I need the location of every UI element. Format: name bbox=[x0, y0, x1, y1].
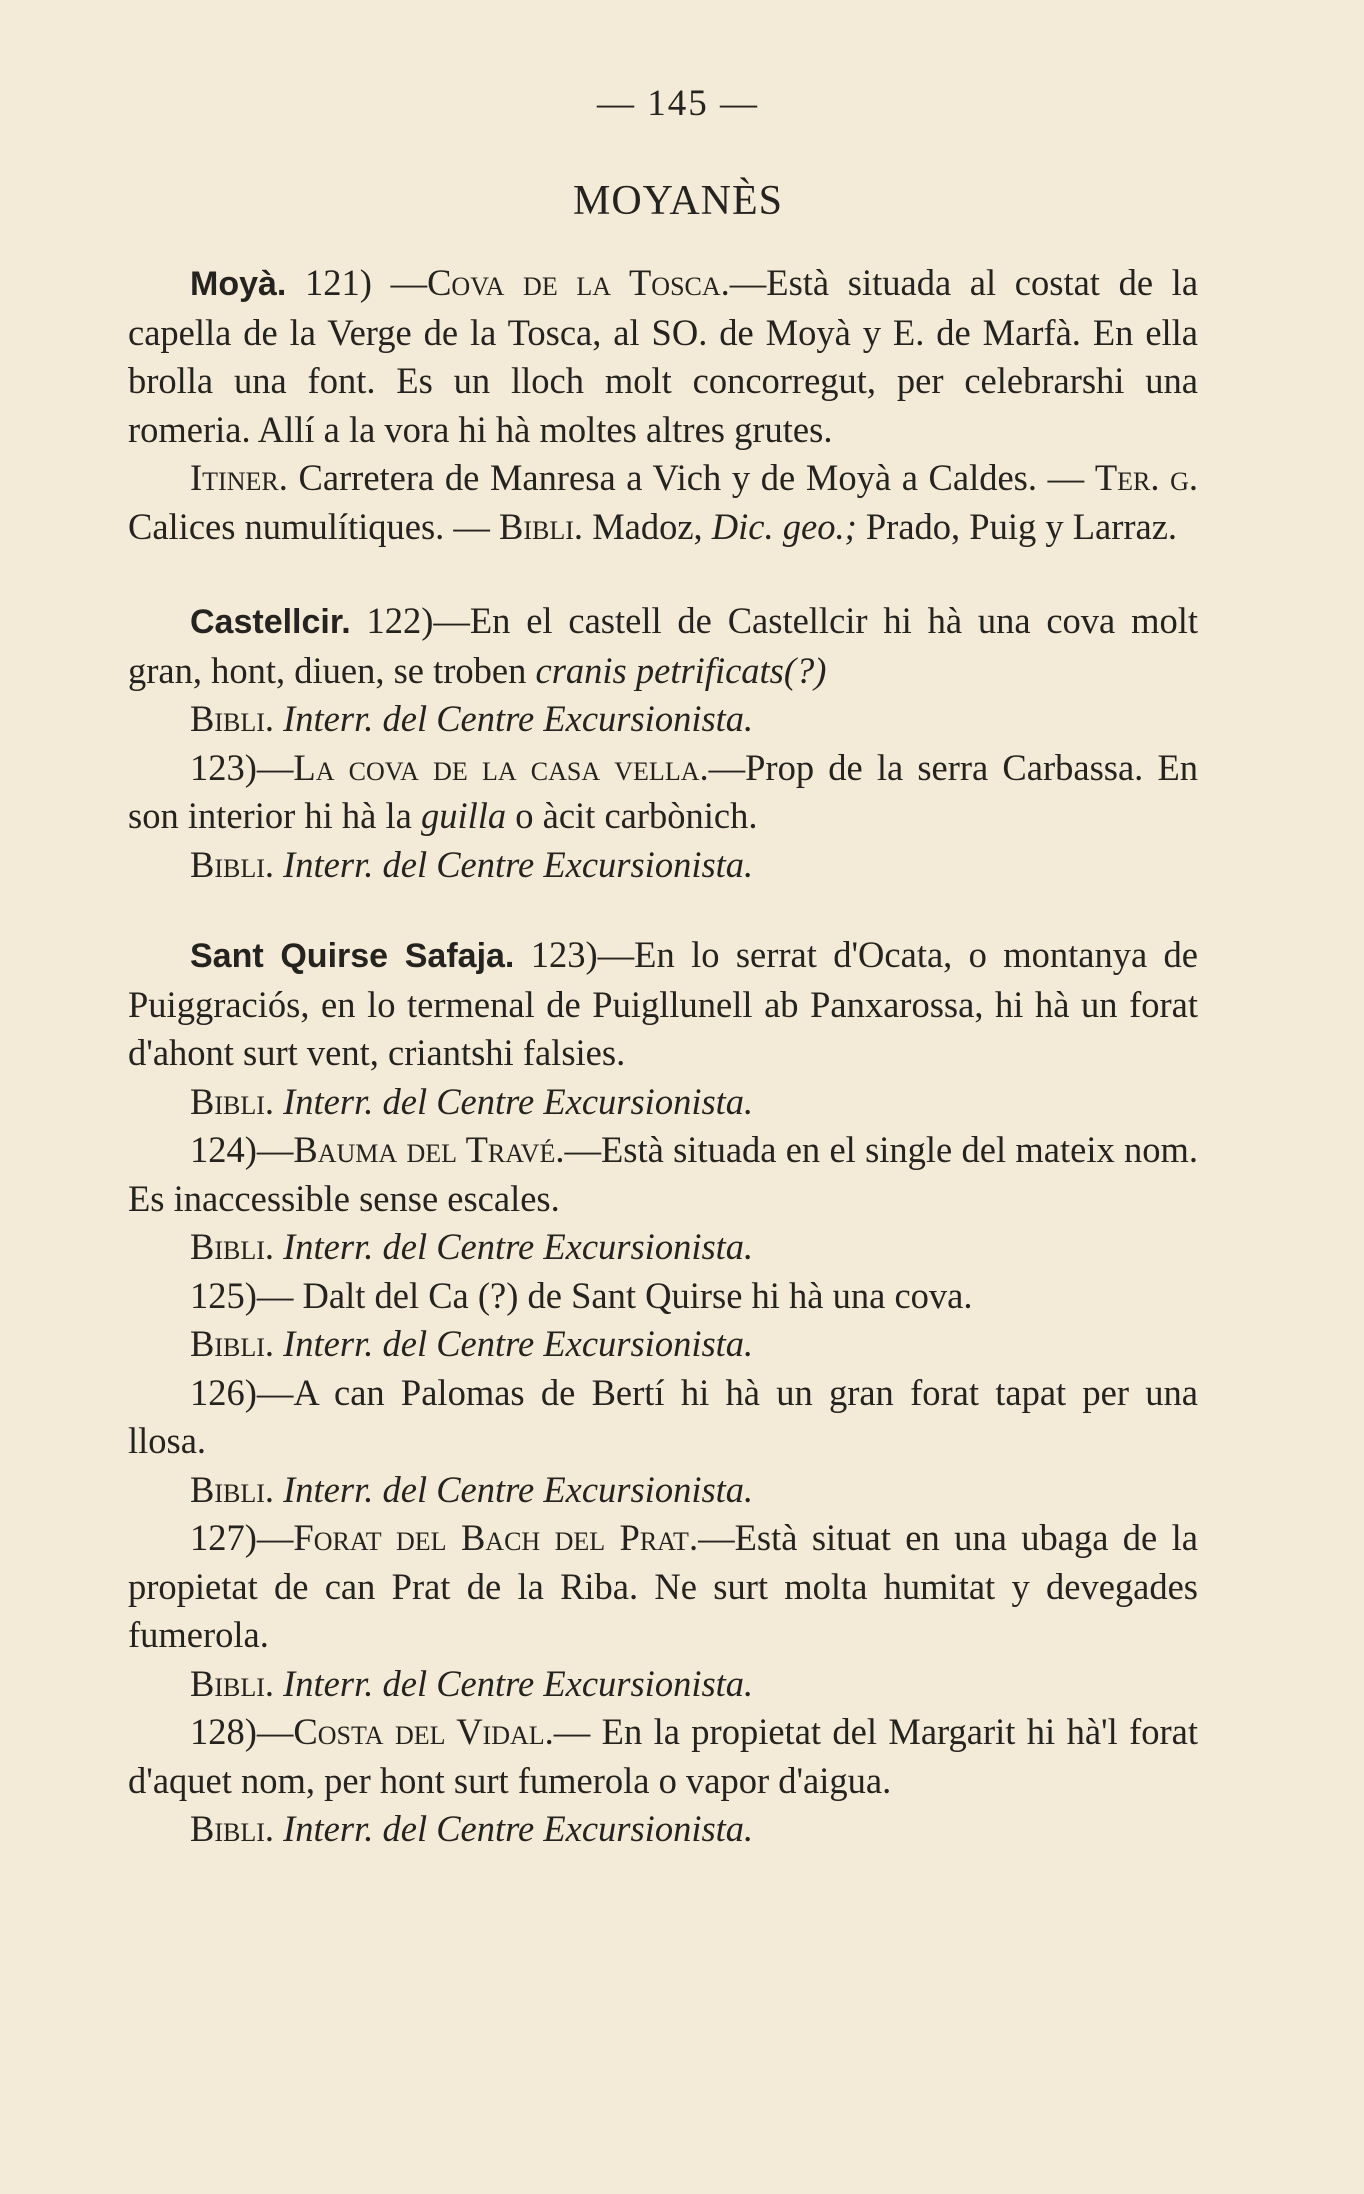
locality-name: Sant Quirse Safaja. bbox=[190, 937, 515, 975]
em-dash: — bbox=[597, 934, 635, 975]
item-number: 128) bbox=[190, 1711, 257, 1752]
em-dash: — bbox=[256, 1274, 294, 1316]
em-dash: — bbox=[256, 1129, 294, 1170]
bibliography-source: Interr. del Centre Excursionista. bbox=[283, 1808, 754, 1849]
paragraph-123 bbox=[128, 744, 1198, 841]
paragraph-121 bbox=[128, 259, 1198, 454]
item-title: Forat del Bach del Prat. bbox=[293, 1517, 699, 1558]
item-text: Està situat en una ubaga de la propietat de can Prat de la Riba. Ne surt molta humitat y devegades fumerola. bbox=[128, 1517, 1198, 1655]
bibliography-line bbox=[128, 1078, 1198, 1127]
em-dash: — bbox=[256, 1517, 294, 1558]
bibliography-text: Prado, Puig y Larraz. bbox=[865, 505, 1178, 547]
item-number: 124) bbox=[190, 1129, 257, 1170]
em-dash: — bbox=[256, 1371, 294, 1413]
paragraph-127 bbox=[128, 1514, 1198, 1660]
paragraph-123-sant-quirse bbox=[128, 931, 1198, 1078]
paragraph-122 bbox=[128, 597, 1198, 695]
bibliography-label: Bibli. bbox=[190, 1808, 275, 1849]
bibliography-label: Bibli. bbox=[190, 843, 275, 885]
bibliography-source: Interr. del Centre Excursionista. bbox=[283, 1226, 754, 1267]
bibliography-line bbox=[128, 1660, 1198, 1709]
locality-name: Castellcir. bbox=[190, 603, 351, 641]
paragraph-126 bbox=[128, 1369, 1198, 1466]
terrain-text: Calices numulítiques. bbox=[128, 505, 445, 547]
bibliography-text: Madoz, bbox=[592, 505, 703, 547]
bibliography-label: Bibli. bbox=[190, 1662, 275, 1704]
item-text: A can Palomas de Bertí hi hà un gran forat tapat per una llosa. bbox=[128, 1371, 1198, 1461]
bibliography-source: Interr. del Centre Excursionista. bbox=[283, 698, 754, 739]
em-dash: — bbox=[453, 505, 490, 547]
em-dash: — bbox=[708, 746, 746, 788]
bibliography-line bbox=[128, 1223, 1198, 1272]
bibliography-line bbox=[128, 695, 1198, 744]
bibliography-source: Interr. del Centre Excursionista. bbox=[283, 1662, 754, 1704]
paragraph-128 bbox=[128, 1708, 1198, 1805]
section-gap bbox=[128, 889, 1198, 931]
item-text: En el castell de Castellcir hi hà una cova molt gran, hont, diuen, se troben bbox=[128, 600, 1198, 691]
bibliography-label: Bibli. bbox=[190, 698, 275, 739]
item-number: 122) bbox=[366, 600, 434, 641]
section-title: MOYANÈS bbox=[572, 178, 784, 224]
item-italic: guilla bbox=[420, 795, 507, 836]
bibliography-label: Bibli. bbox=[499, 505, 584, 547]
bibliography-source: Interr. del Centre Excursionista. bbox=[283, 1323, 754, 1364]
bibliography-source: Interr. del Centre Excursionista. bbox=[283, 1080, 754, 1122]
item-text: Està situada en el single del mateix nom. Es inaccessible sense escales. bbox=[128, 1129, 1198, 1219]
itinerary-paragraph bbox=[128, 454, 1198, 551]
paragraph-124 bbox=[128, 1126, 1198, 1223]
bibliography-line bbox=[128, 1805, 1198, 1854]
terrain-label: Ter. g. bbox=[1094, 457, 1199, 498]
entry-moya bbox=[128, 259, 1198, 551]
bibliography-italic: Dic. geo.; bbox=[711, 505, 857, 547]
em-dash: — bbox=[256, 1711, 294, 1752]
bibliography-label: Bibli. bbox=[190, 1323, 275, 1364]
itinerary-label: Itiner. bbox=[190, 457, 288, 498]
locality-name: Moyà. bbox=[190, 265, 287, 303]
item-number: 127) bbox=[190, 1517, 257, 1558]
bibliography-line bbox=[128, 841, 1198, 890]
item-text: Està situada al costat de la capella de la Verge de la Tosca, al SO. de Moyà y E. de Marfà. En ella brolla una font. Es un lloch molt concorregut, per celebrarshi una romeria. Allí a la vora hi hà moltes altres grutes. bbox=[128, 262, 1199, 450]
page-number: — 145 — bbox=[597, 83, 759, 124]
em-dash: — bbox=[256, 746, 294, 788]
item-number: 126) bbox=[190, 1371, 257, 1413]
entry-castellcir bbox=[128, 597, 1198, 889]
item-text: Dalt del Ca (?) de Sant Quirse hi hà una cova. bbox=[302, 1274, 973, 1316]
em-dash: — bbox=[564, 1129, 601, 1170]
em-dash: — bbox=[433, 600, 470, 641]
em-dash: — bbox=[1047, 457, 1085, 498]
bibliography-line bbox=[128, 1320, 1198, 1369]
bibliography-source: Interr. del Centre Excursionista. bbox=[283, 843, 754, 885]
bibliography-label: Bibli. bbox=[190, 1468, 275, 1510]
item-text: o àcit carbònich. bbox=[515, 795, 758, 836]
item-text: En la propietat del Margarit hi hà'l forat d'aquet nom, per hont surt fumerola o vapor d'aigua. bbox=[128, 1711, 1199, 1801]
item-number: 123) bbox=[190, 746, 257, 788]
item-text: Prop de la serra Carbassa. En son interior hi hà la bbox=[128, 746, 1199, 836]
item-title: Costa del Vidal. bbox=[293, 1711, 554, 1752]
item-title: Cova de la Tosca. bbox=[427, 262, 730, 303]
item-number: 123) bbox=[530, 934, 598, 975]
item-text: En lo serrat d'Ocata, o montanya de Puiggraciós, en lo termenal de Puigllunell ab Panxarossa, hi hà un forat d'ahont surt vent, criantshi falsies. bbox=[128, 934, 1199, 1073]
item-number: 125) bbox=[190, 1274, 257, 1316]
entry-sant-quirse bbox=[128, 931, 1198, 1854]
item-title: La cova de la casa vella. bbox=[293, 746, 709, 788]
paragraph-125 bbox=[128, 1272, 1198, 1321]
item-number: 121) bbox=[305, 262, 372, 303]
bibliography-label: Bibli. bbox=[190, 1080, 275, 1122]
itinerary-text: Carretera de Manresa a Vich y de Moyà a Caldes. bbox=[298, 457, 1038, 498]
section-gap bbox=[128, 551, 1198, 597]
em-dash: — bbox=[698, 1517, 735, 1558]
bibliography-label: Bibli. bbox=[190, 1226, 275, 1267]
em-dash: — bbox=[729, 262, 767, 303]
bibliography-line bbox=[128, 1466, 1198, 1515]
em-dash: — bbox=[553, 1711, 591, 1752]
item-italic: cranis petrificats(?) bbox=[535, 649, 827, 691]
em-dash: — bbox=[390, 262, 428, 303]
bibliography-source: Interr. del Centre Excursionista. bbox=[283, 1468, 754, 1510]
item-title: Bauma del Travé. bbox=[293, 1129, 565, 1170]
